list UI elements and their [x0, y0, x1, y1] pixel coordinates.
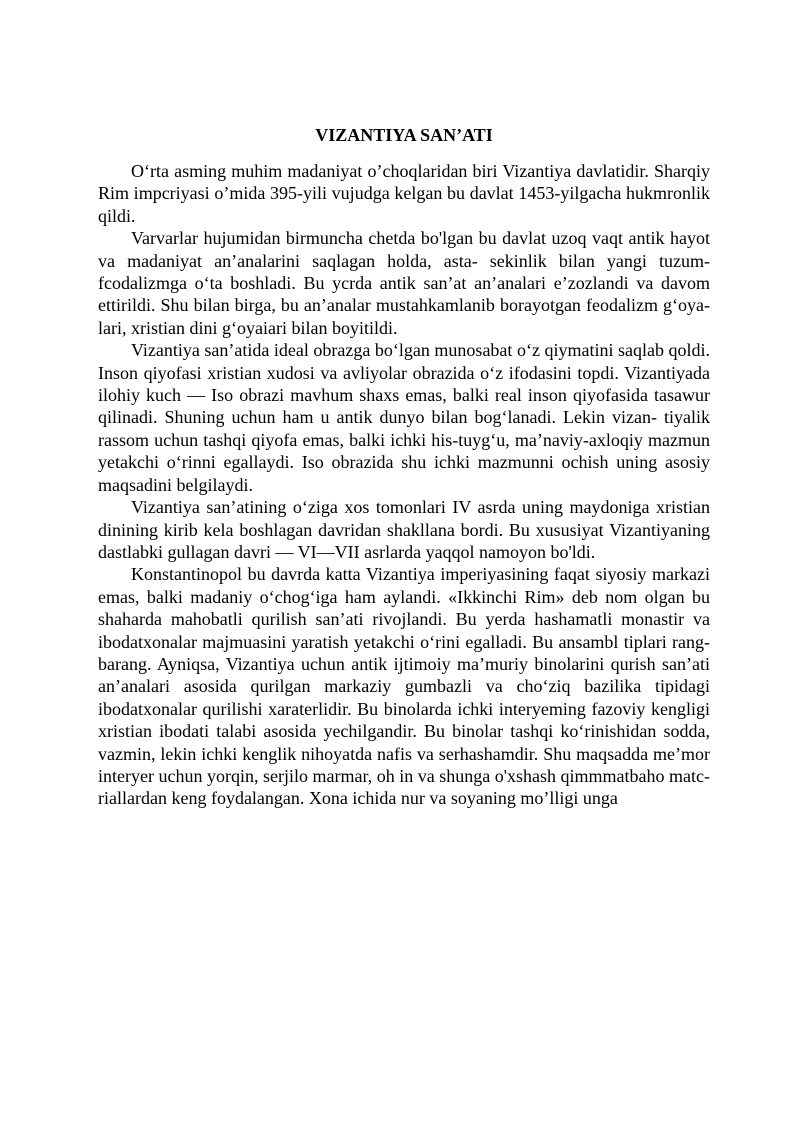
paragraph-1: O‘rta asming muhim madaniyat o’choqlaridan biri Vizantiya davlatidir. Sharqiy Rim impcriyasi o’mida 395-yili vujudga kelgan bu davlat 1453-yilgacha hukmronlik qildi. [98, 161, 710, 226]
paragraph-4: Vizantiya san’atining o‘ziga xos tomonlari IV asrda uning maydoniga xristian dinining kirib kela boshlagan davridan shakllana bordi. Bu xususiyat Vizantiyaning dastlabki gullagan davri — VI—VII asrlarda yaqqol namoyon bo'ldi. [98, 497, 710, 562]
document-page [98, 124, 710, 810]
document-title: VIZANTIYA SAN’ATI [315, 125, 493, 145]
paragraph-2: Varvarlar hujumidan birmuncha chetda bo'lgan bu davlat uzoq vaqt antik hayot va madaniyat an’analarini saqlagan holda, asta- sekinlik bilan yangi tuzum-fcodalizmga o‘ta boshladi. Bu ycrda antik san’at an’analari e’zozlandi va davom ettirildi. Shu bilan birga, bu an’analar mustahkamlanib borayotgan feodalizm g‘oya- lari, xristian dini g‘oyaiari bilan boyitildi. [98, 228, 710, 338]
paragraph-3: Vizantiya san’atida ideal obrazga bo‘lgan munosabat o‘z qiymatini saqlab qoldi. Inson qiyofasi xristian xudosi va avliyolar obrazida o‘z ifodasini topdi. Vizantiyada ilohiy kuch — Iso obrazi mavhum shaxs emas, balki real inson qiyofasida tasawur qilinadi. Shuning uchun ham u antik dunyo bilan bog‘lanadi. Lekin vizan- tiyalik rassom uchun tashqi qiyofa emas, balki ichki his-tuyg‘u, ma’naviy-axloqiy mazmun yetakchi o‘rinni egallaydi. Iso obrazida shu ichki mazmunni ochish uning asosiy maqsadini belgilaydi. [98, 340, 710, 495]
paragraph-5: Konstantinopol bu davrda katta Vizantiya imperiyasining faqat siyosiy markazi emas, balki madaniy o‘chog‘iga ham aylandi. «Ikkinchi Rim» deb nom olgan bu shaharda mahobatli qurilish san’ati rivojlandi. Bu yerda hashamatli monastir va ibodatxonalar majmuasini yaratish yetakchi o‘rini egalladi. Bu ansambl tiplari rang-barang. Ayniqsa, Vizantiya uchun antik ijtimoiy ma’muriy binolarini qurish san’ati an’analari asosida qurilgan markaziy gumbazli va cho‘ziq bazilika tipidagi ibodatxonalar qurilishi xaraterlidir. Bu binolarda ichki interyeming fazoviy kengligi xristian ibodati talabi asosida yechilgandir. Bu binolar tashqi ko‘rinishidan sodda, vazmin, lekin ichki kenglik nihoyatda nafis va serhashamdir. Shu maqsadda me’mor interyer uchun yorqin, serjilo marmar, oh in va shunga o'xshash qimmmatbaho matc- riallardan keng foydalangan. Xona ichida nur va soyaning mo’lligi unga [98, 564, 710, 809]
